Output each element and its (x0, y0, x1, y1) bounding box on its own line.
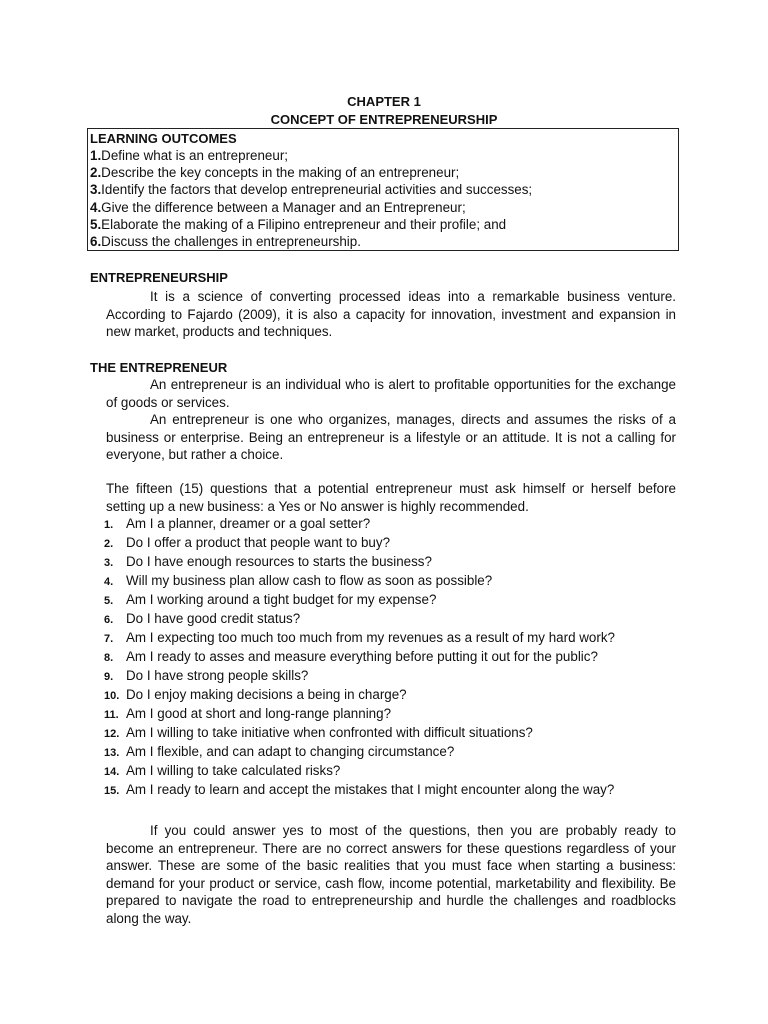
question-item (104, 514, 684, 533)
outcome-text: Give the difference between a Manager and an Entrepreneur; (101, 199, 466, 215)
question-text: Do I enjoy making decisions a being in charge? (126, 687, 407, 702)
question-text: Am I ready to learn and accept the mistakes that I might encounter along the way? (126, 782, 615, 797)
outcome-number: 1. (90, 148, 102, 163)
question-number: 12. (104, 728, 120, 740)
outcome-text: Describe the key concepts in the making of an entrepreneur; (101, 165, 460, 181)
learning-outcome-item (90, 199, 678, 216)
question-text: Do I have enough resources to starts the business? (126, 554, 432, 569)
question-item (104, 533, 684, 552)
chapter-title: CONCEPT OF ENTREPRENEURSHIP (270, 112, 498, 127)
outcome-text: Define what is an entrepreneur; (101, 148, 289, 163)
learning-outcome-item (90, 216, 678, 233)
outcome-number: 2. (90, 165, 102, 181)
outcome-text: Elaborate the making of a Filipino entrepreneur and their profile; and (101, 216, 507, 232)
entrepreneur-paragraph-1: An entrepreneur is an individual who is alert to profitable opportunities for the exchange of goods or services. (106, 377, 676, 410)
question-item (104, 761, 684, 780)
outcome-number: 4. (90, 199, 102, 215)
learning-outcome-item (90, 164, 678, 181)
question-item (104, 552, 684, 571)
entrepreneur-paragraph-2: An entrepreneur is one who organizes, manages, directs and assumes the risks of a business or enterprise. Being an entrepreneur is a lifestyle or an attitude. It is not a calling for everyone, but rather a choice. (106, 412, 676, 463)
question-item (104, 609, 684, 628)
question-item (104, 571, 684, 590)
chapter-number: CHAPTER 1 (347, 94, 421, 109)
question-item (104, 628, 684, 647)
question-item (104, 704, 684, 723)
question-text: Am I willing to take initiative when confronted with difficult situations? (126, 725, 533, 740)
question-number: 15. (104, 785, 120, 797)
question-number: 5. (104, 595, 114, 607)
question-number: 9. (104, 671, 114, 683)
question-item (104, 647, 684, 666)
question-number: 6. (104, 614, 114, 626)
question-item (104, 666, 684, 685)
question-number: 1. (104, 519, 114, 531)
question-text: Will my business plan allow cash to flow as soon as possible? (126, 573, 493, 588)
question-text: Am I working around a tight budget for my expense? (126, 592, 437, 607)
learning-outcomes-box (87, 128, 679, 251)
question-item (104, 590, 684, 609)
learning-outcome-item (90, 147, 678, 164)
entrepreneurship-heading: ENTREPRENEURSHIP (90, 270, 228, 285)
learning-outcome-item (90, 181, 678, 198)
question-text: Am I good at short and long-range planning? (126, 706, 392, 721)
question-number: 14. (104, 766, 120, 778)
learning-outcome-item (90, 233, 678, 250)
question-text: Do I offer a product that people want to buy? (126, 535, 391, 550)
outcome-number: 3. (90, 182, 102, 198)
question-text: Do I have good credit status? (126, 611, 301, 626)
question-number: 3. (104, 557, 114, 569)
closing-paragraph: If you could answer yes to most of the questions, then you are probably ready to become an entrepreneur. There are no correct answers for these questions regardless of your answer. These are some of the basic realities that you must face when starting a business: demand for your product or service, cash flow, income potential, marketability and flexibility. Be prepared to navigate the road to entrepreneurship and hurdle the challenges and roadblocks along the way. (106, 823, 676, 926)
learning-outcomes-heading: LEARNING OUTCOMES (90, 131, 237, 146)
question-number: 2. (104, 538, 114, 550)
entrepreneurship-paragraph: It is a science of converting processed ideas into a remarkable business venture. According to Fajardo (2009), it is also a capacity for innovation, investment and expansion in new market, products and techniques. (106, 289, 676, 340)
outcome-text: Discuss the challenges in entrepreneurship. (101, 234, 361, 250)
question-number: 4. (104, 576, 114, 588)
question-text: Do I have strong people skills? (126, 668, 309, 683)
question-text: Am I flexible, and can adapt to changing circumstance? (126, 744, 455, 759)
questions-list (104, 514, 684, 799)
outcome-text: Identify the factors that develop entrepreneurial activities and successes; (101, 182, 533, 198)
question-item (104, 723, 684, 742)
outcome-number: 6. (90, 234, 102, 250)
entrepreneur-heading: THE ENTREPRENEUR (90, 360, 228, 375)
question-number: 10. (104, 690, 120, 702)
question-text: Am I willing to take calculated risks? (126, 763, 341, 778)
question-text: Am I ready to asses and measure everything before putting it out for the public? (126, 649, 598, 664)
question-text: Am I a planner, dreamer or a goal setter? (126, 516, 371, 531)
question-text: Am I expecting too much too much from my revenues as a result of my hard work? (126, 630, 615, 645)
question-number: 13. (104, 747, 120, 759)
question-number: 8. (104, 652, 114, 664)
outcome-number: 5. (90, 216, 102, 232)
question-item (104, 742, 684, 761)
question-number: 7. (104, 633, 114, 645)
question-item (104, 685, 684, 704)
question-number: 11. (104, 709, 119, 721)
question-item (104, 780, 684, 799)
questions-intro: The fifteen (15) questions that a potential entrepreneur must ask himself or herself before setting up a new business: a Yes or No answer is highly recommended. (106, 481, 676, 514)
